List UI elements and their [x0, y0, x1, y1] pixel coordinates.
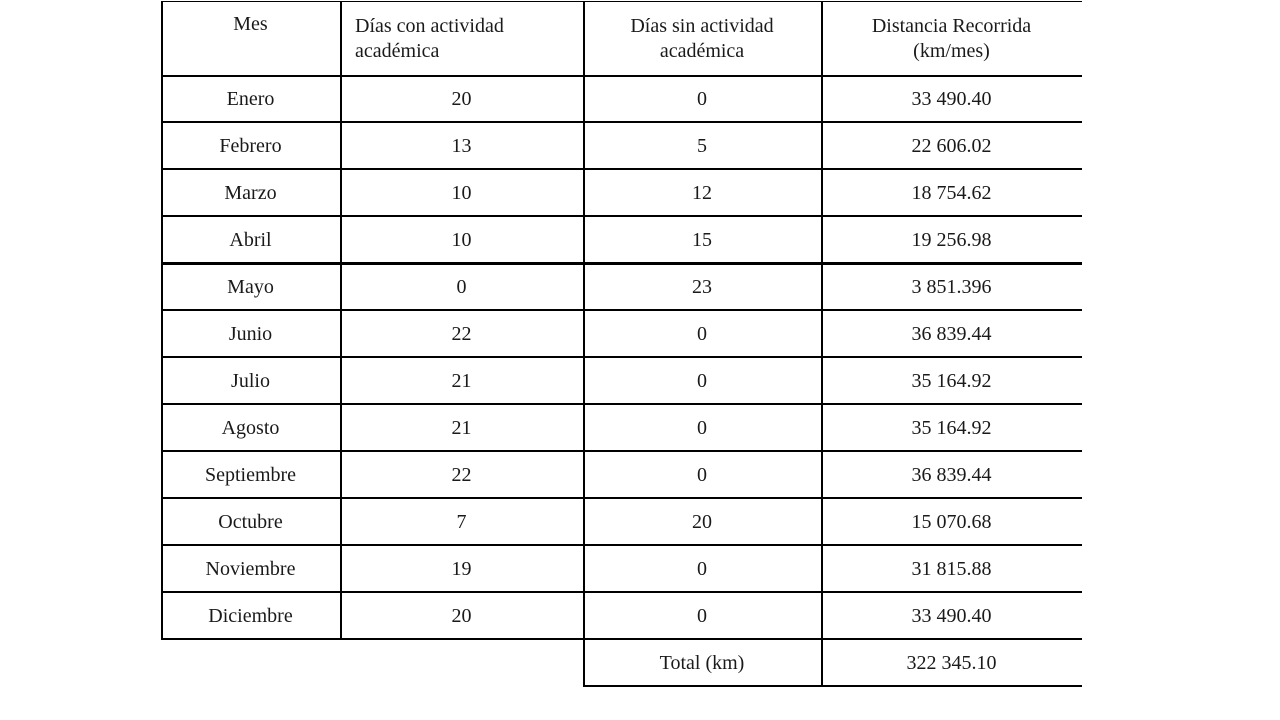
table-cell-r11-c3: 0	[697, 557, 707, 580]
table-cell-r12-c1: Diciembre	[208, 604, 293, 627]
table-cell-r6-c2: 22	[451, 322, 472, 345]
table-cell-r5-c4: 3 851.396	[911, 275, 992, 298]
table-cell-r11-c2: 19	[451, 557, 472, 580]
table-cell-r7-c2: 21	[451, 369, 472, 392]
table-cell-r6-c4: 36 839.44	[911, 322, 992, 345]
table-cell-r11-c4: 31 815.88	[911, 557, 992, 580]
table-cell-r9-c4: 36 839.44	[911, 463, 992, 486]
total-value: 322 345.10	[906, 651, 997, 674]
row-divider	[161, 544, 1082, 546]
table-border-left	[161, 1, 163, 640]
header-dias-sin-line-2: académica	[659, 40, 745, 62]
table-cell-r7-c4: 35 164.92	[911, 369, 992, 392]
table-cell-r1-c4: 33 490.40	[911, 87, 992, 110]
column-divider-1	[340, 1, 342, 640]
column-divider-2	[583, 1, 585, 686]
table-cell-r12-c2: 20	[451, 604, 472, 627]
table-cell-r1-c1: Enero	[226, 87, 275, 110]
table-cell-r11-c1: Noviembre	[205, 557, 296, 580]
row-divider	[161, 168, 1082, 170]
table-cell-r2-c4: 22 606.02	[911, 134, 992, 157]
header-dias-con-line-1: Días con actividad	[355, 15, 504, 37]
total-label: Total (km)	[659, 651, 745, 674]
table-cell-r12-c3: 0	[697, 604, 707, 627]
row-divider	[161, 403, 1082, 405]
table-cell-r3-c3: 12	[692, 181, 712, 204]
table-cell-r12-c4: 33 490.40	[911, 604, 992, 627]
table-cell-r8-c1: Agosto	[221, 416, 280, 439]
table-cell-r6-c1: Junio	[228, 322, 273, 345]
header-distancia-line-1: Distancia Recorrida	[871, 15, 1032, 37]
table-cell-r4-c3: 15	[692, 228, 712, 251]
table-cell-r9-c2: 22	[451, 463, 472, 486]
table-cell-r10-c4: 15 070.68	[911, 510, 992, 533]
table-cell-r2-c3: 5	[697, 134, 707, 157]
table-cell-r3-c4: 18 754.62	[911, 181, 992, 204]
table-cell-r7-c1: Julio	[231, 369, 270, 392]
row-divider	[161, 262, 1082, 265]
header-divider	[161, 75, 1082, 77]
table-cell-r5-c2: 0	[456, 275, 467, 298]
table-cell-r4-c1: Abril	[229, 228, 272, 251]
row-divider	[161, 450, 1082, 452]
table-cell-r10-c2: 7	[456, 510, 467, 533]
header-distancia-line-2: (km/mes)	[913, 40, 990, 62]
table-cell-r5-c3: 23	[692, 275, 712, 298]
table-cell-r4-c2: 10	[451, 228, 472, 251]
table-cell-r10-c1: Octubre	[218, 510, 283, 533]
table-cell-r1-c3: 0	[697, 87, 707, 110]
table-cell-r6-c3: 0	[697, 322, 707, 345]
table-cell-r3-c2: 10	[451, 181, 472, 204]
table-cell-r2-c1: Febrero	[219, 134, 282, 157]
row-divider	[161, 497, 1082, 499]
table-cell-r2-c2: 13	[451, 134, 472, 157]
header-dias-con-line-2: académica	[355, 40, 440, 62]
row-divider	[161, 356, 1082, 358]
row-divider	[161, 215, 1082, 217]
row-divider	[161, 121, 1082, 123]
table-cell-r9-c3: 0	[697, 463, 707, 486]
header-dias-sin-line-1: Días sin actividad	[630, 15, 774, 37]
table-cell-r8-c3: 0	[697, 416, 707, 439]
total-bottom-border	[583, 685, 1082, 687]
table-cell-r4-c4: 19 256.98	[911, 228, 992, 251]
row-divider	[161, 591, 1082, 593]
column-divider-3	[821, 1, 823, 686]
table-cell-r1-c2: 20	[451, 87, 472, 110]
header-mes: Mes	[233, 13, 268, 35]
table-cell-r9-c1: Septiembre	[204, 463, 297, 486]
table-cell-r8-c2: 21	[451, 416, 472, 439]
table-border-top	[161, 1, 1082, 2]
table-cell-r8-c4: 35 164.92	[911, 416, 992, 439]
table-cell-r3-c1: Marzo	[224, 181, 277, 204]
row-divider	[161, 638, 1082, 640]
row-divider	[161, 309, 1082, 311]
table-cell-r7-c3: 0	[697, 369, 707, 392]
table-cell-r5-c1: Mayo	[227, 275, 274, 298]
table-cell-r10-c3: 20	[692, 510, 712, 533]
